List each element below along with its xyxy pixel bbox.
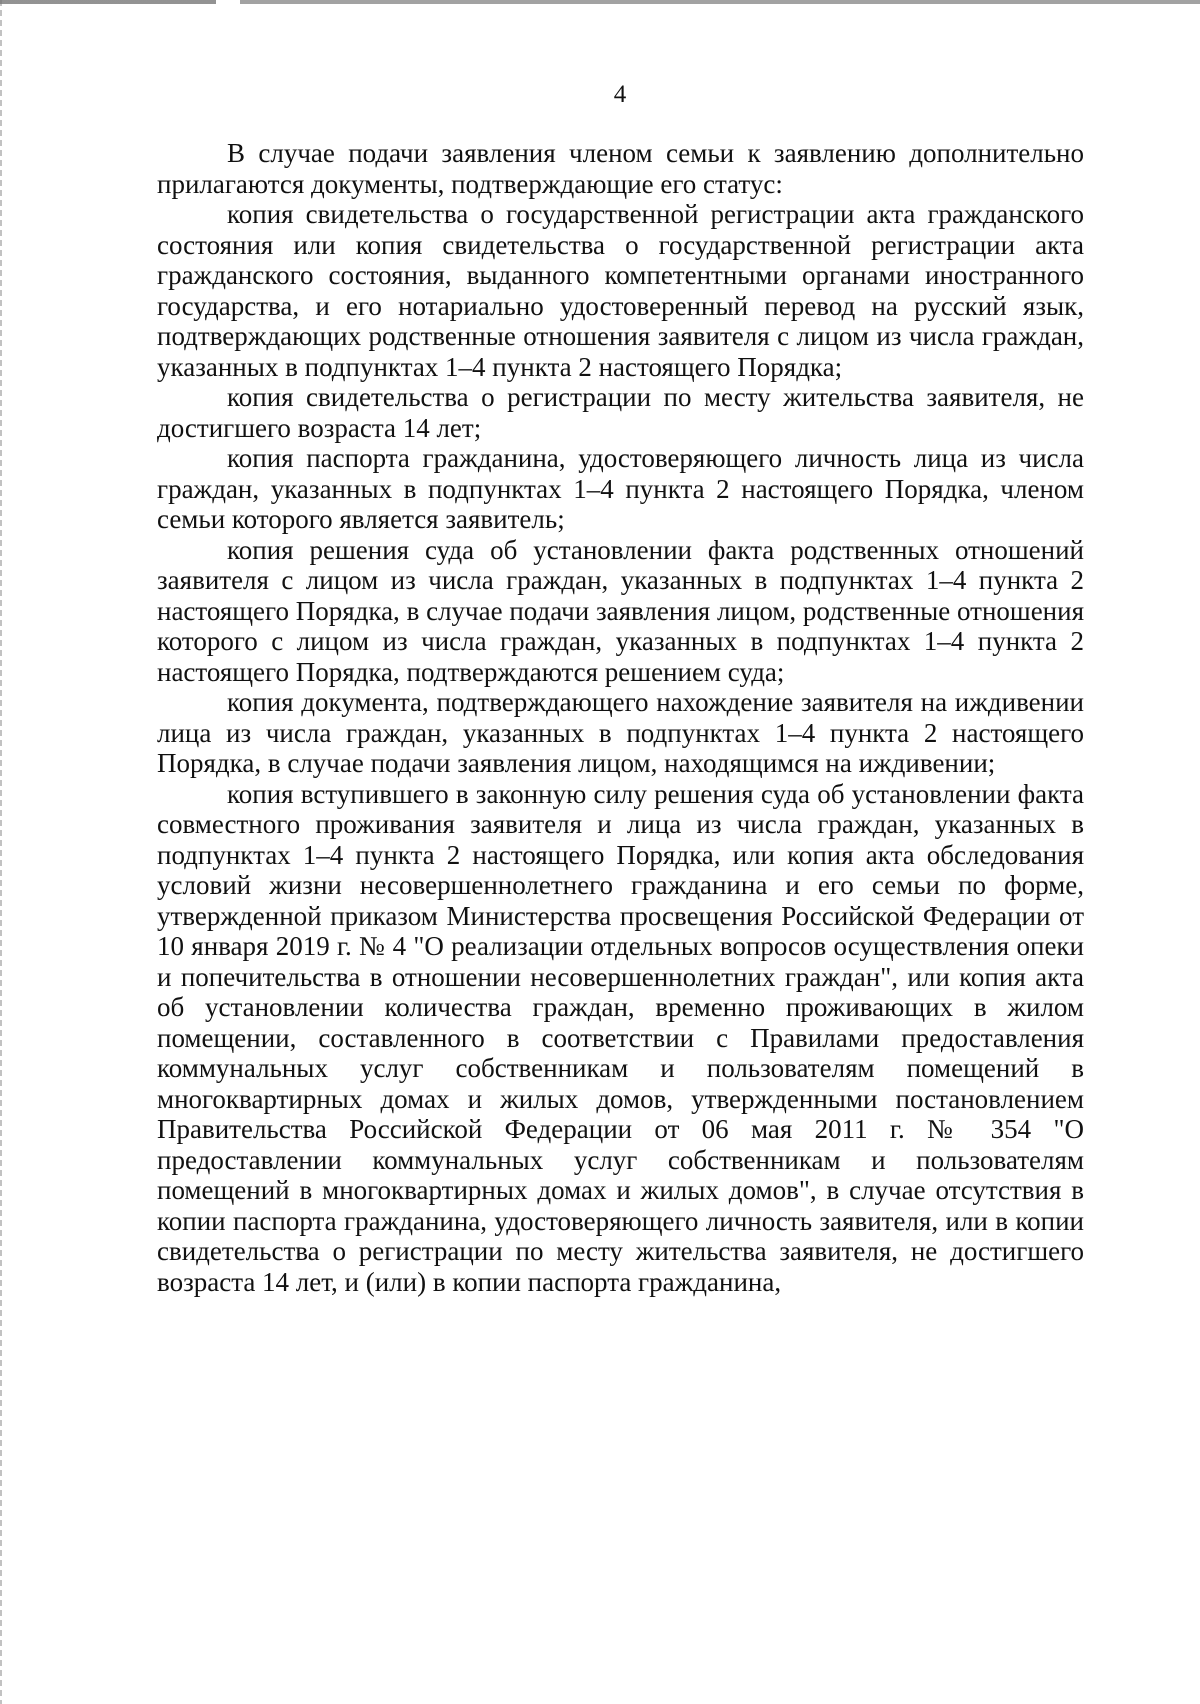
scan-edge-left [0, 0, 2, 1704]
paragraph-court-decision-kinship: копия решения суда об установлении факта родственных отношений заявителя с лицом из числа граждан, указанных в подпунктах 1–4 пункта 2 настоящего Порядка, в случае подачи заявления лицом, родственные отношения которого с лицом из числа граждан, указанных в подпунктах 1–4 пункта 2 настоящего Порядка, подтверждаются решением суда; [157, 534, 1084, 687]
paragraph-intro: В случае подачи заявления членом семьи к заявлению дополнительно прилагаются документы, подтверждающие его статус: [157, 138, 1084, 199]
document-body [157, 138, 1084, 1297]
paragraph-civil-status-certificate: копия свидетельства о государственной регистрации акта гражданского состояния или копия свидетельства о государственной регистрации акта гражданского состояния, выданного компетентными органами иностранного государства, и его нотариально удостоверенный перевод на русский язык, подтверждающих родственные отношения заявителя с лицом из числа граждан, указанных в подпунктах 1–4 пункта 2 настоящего Порядка; [157, 199, 1084, 382]
paragraph-registration-certificate: копия свидетельства о регистрации по месту жительства заявителя, не достигшего возраста 14 лет; [157, 382, 1084, 443]
paragraph-dependency-document: копия документа, подтверждающего нахождение заявителя на иждивении лица из числа граждан, указанных в подпунктах 1–4 пункта 2 настоящего Порядка, в случае подачи заявления лицом, находящимся на иждивении; [157, 687, 1084, 778]
page-number: 4 [613, 81, 627, 108]
paragraph-passport-copy: копия паспорта гражданина, удостоверяющего личность лица из числа граждан, указанных в подпунктах 1–4 пункта 2 настоящего Порядка, членом семьи которого является заявитель; [157, 443, 1084, 534]
scan-edge-top [0, 0, 1200, 4]
paragraph-cohabitation-decision: копия вступившего в законную силу решения суда об установлении факта совместного проживания заявителя и лица из числа граждан, указанных в подпунктах 1–4 пункта 2 настоящего Порядка, или копия акта обследования условий жизни несовершеннолетнего гражданина и его семьи по форме, утвержденной приказом Министерства просвещения Российской Федерации от 10 января 2019 г. № 4 "О реализации отдельных вопросов осуществления опеки и попечительства в отношении несовершеннолетних граждан", или копия акта об установлении количества граждан, временно проживающих в жилом помещении, составленного в соответствии с Правилами предоставления коммунальных услуг собственникам и пользователям помещений в многоквартирных домах и жилых домов, утвержденными постановлением Правительства Российской Федерации от 06 мая 2011 г. № 354 "О предоставлении коммунальных услуг собственникам и пользователям помещений в многоквартирных домах и жилых домов", в случае отсутствия в копии паспорта гражданина, удостоверяющего личность заявителя, или в копии свидетельства о регистрации по месту жительства заявителя, не достигшего возраста 14 лет, и (или) в копии паспорта гражданина, [157, 778, 1084, 1297]
